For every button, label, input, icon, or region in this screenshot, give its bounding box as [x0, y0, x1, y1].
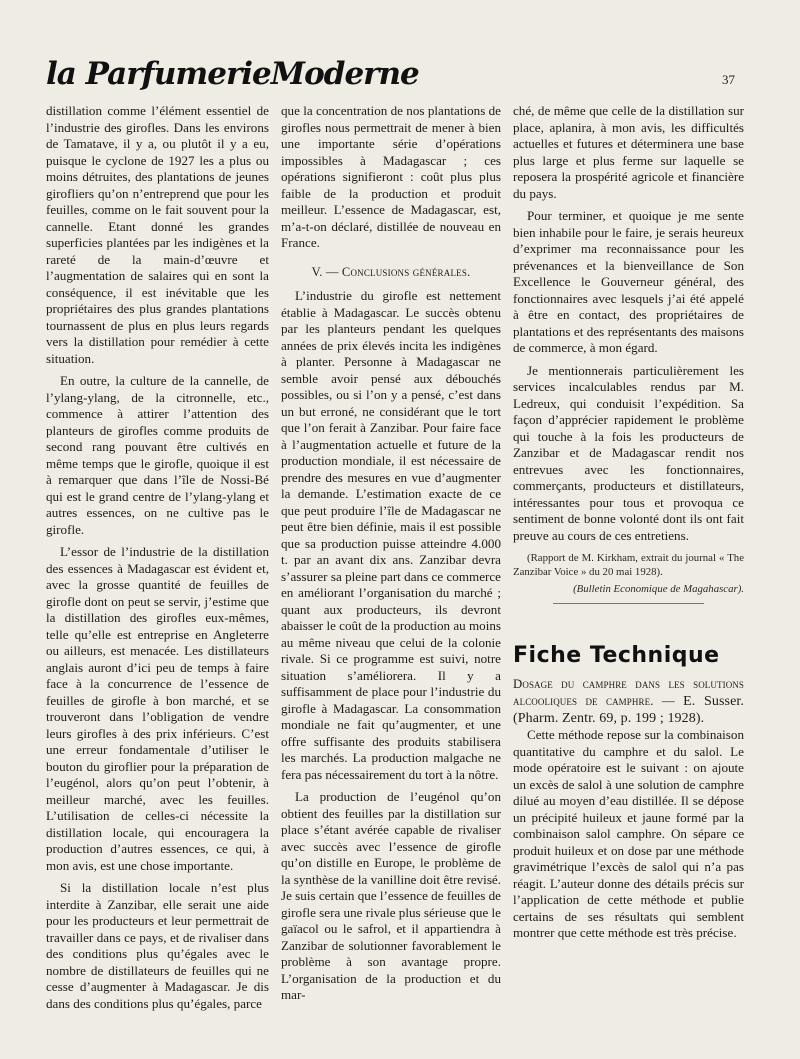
paragraph: La production de l’eugénol qu’on obtient des feuilles par la distillation sur place s’étant avérée capable de rivaliser avec succès avec l’essence de girofle qu’on distille en Europe, le problème de la synthèse de la vanilline doit être revisé. Je suis certain que l’essence de feuilles de girofle sera une rivale plus sérieuse que le gaïacol ou le safrol, et il appartiendra à Zanzibar de solutionner favorablement le problème à son avantage propre. L’organisation de la production et du mar- — [281, 789, 501, 1002]
paragraph: ché, de même que celle de la distillation sur place, aplanira, à mon avis, les difficultés actuelles et futures et déterminera une base plus large et plus ferme sur laquelle se reposera la prospérité agricole et financière du pays. — [513, 103, 744, 201]
page-number: 37 — [722, 72, 735, 87]
paragraph: En outre, la culture de la cannelle, de l’ylang-ylang, de la citronnelle, etc., commence à attirer l’attention des planteurs de girofles comme produits de second rang pouvant être cultivés en même temps que le girofle, quoique il est à remarquer que dans l’île de Nossi-Bé qui est le grand centre de l’ylang-ylang et autres essences, on ne cultive pas le girofle. — [46, 373, 269, 537]
technical-body — [513, 727, 744, 942]
paragraph: distillation comme l’élément essentiel de l’industrie des girofles. Dans les environs de Tamatave, il y a, ou plutôt il y a eu, puisque le cyclone de 1927 les a plus ou moins détruites, des plantations de jeunes girofliers qu’on n’entreprend que pour les feuilles, comme on le fait souvent pour la cannelle. Etant donné les grandes superficies plantées par les indigènes et la rareté de la main-d’œuvre et l’augmentation de salaires qui en sont la conséquence, il est inévitable que les propriétaires des plus grandes plantations tournassent de plus en plus leurs regards vers la distillation pour remédier à cette situation. — [46, 103, 269, 366]
source-citation-bulletin: (Bulletin Economique de Magahascar). — [573, 583, 744, 595]
text-column-3 — [513, 103, 744, 942]
paragraph: Je mentionnerais particulièrement les services incalculables rendus par M. Ledreux, qui conduisit l’expédition. Sa façon d’apprécier rapidement le problème qui touche à la fois les producteurs de Zanzibar et de Madagascar rendit nos entrevues avec les fonctionnaires, commerçants, producteurs et distillateurs, intéressantes pour tous et provoqua ce sentiment de bonne volonté dont ils ont fait preuve au cours de ces entretiens. — [513, 362, 744, 543]
paragraph: Cette méthode repose sur la combinaison quantitative du camphre et du salol. Le mode opératoire est le suivant : on ajoute un excès de salol à une solution de camphre dilué au moyen d’eau distillée. Il se dépose un précipité huileux et jaune formé par la combinaison salol camphre. On sépare ce produit huileux et on dose par une méthode gravimétrique l’excès de salol qui n’a pas réagit. L’auteur donne des détails précis sur l’application de cette méthode et publie certains de ses résultats qui semblent montrer que cette méthode est très précise. — [513, 727, 744, 940]
text-column-1 — [46, 103, 269, 1012]
masthead-logo: la ParfumerieModerne — [46, 56, 419, 92]
paragraph: Pour terminer, et quoique je me sente bien inhabile pour le faire, je serais heureux d’exprimer ma reconnaissance pour les prévenances et la bienveillance de Son Excellence le Gouverneur général, des fonctionnaires avec lesquels j’ai été appelé à être en contact, des propriétaires de plantations et des représentants des maisons de commerce, à mon égard. — [513, 208, 744, 355]
paragraph: L’industrie du girofle est nettement établie à Madagascar. Le succès obtenu par les planteurs pendant les quelques années de prix élevés incita les indigènes à planter. Personne à Madagascar ne semble avoir pensé aux débouchés possibles, ou si l’on y a pensé, c’est dans un but erroné, ne considérant que le tort que l’on ferait à Zanzibar. Pour faire face à l’augmentation actuelle et future de la production mondiale, il est nécessaire de prendre des mesures en vue d’augmenter la demande. L’estimation exacte de ce que peut produire l’île de Madagascar ne peut être bien définie, mais il est possible que sa production puisse atteindre 4.000 t. par an avant dix ans. Zanzibar devra s’assurer sa pleine part dans ce commerce en améliorant l’organisation du marché ; quant aux producteurs, ils devront abaisser le coût de la production au moins au même niveau que celui de la colonie rivale. Si ce programme est suivi, notre situation s’améliorera. Il y a suffisamment de place pour l’industrie du girofle à Madagascar. La consommation mondiale ne fait qu’augmenter, et une offre suffisante des produits stabilisera les marchés. La production malgache ne fera pas nécessairement du tort à la nôtre. — [281, 288, 501, 782]
technical-author-ref: E. Susser. (Pharm. Zentr. 69, p. 199 ; 1928). — [513, 694, 744, 726]
paragraph: L’essor de l’industrie de la distillation des essences à Madagascar est évident et, avec la grosse quantité de feuilles de girofle dont on peut se servir, j’estime que la distillation des girofles eux-mêmes, telle qu’elle est entreprise en Angleterre ou ailleurs, est menacée. Les distillateurs anglais auront d’ici peu de temps à faire face à la concurrence de l’essence de feuilles de girofle à bon marché, et se trouveront dans l’obligation de vendre leurs girofles à des prix inférieurs. C’est une erreur fondamentale d’utiliser le bouton du giroflier pour la préparation de l’eugénol, alors qu’on peut l’obtenir, à meilleur marché, avec les feuilles. L’utilisation de celles-ci nécessite la distillation locale, qui encouragera la production d’autres essences, ce qui, à mon avis, est une chose importante. — [46, 544, 269, 873]
divider — [553, 603, 704, 604]
technical-article-title — [513, 676, 744, 727]
source-citation: (Rapport de M. Kirkham, extrait du journal « The Zanzibar Voice » du 20 mai 1928). — [513, 552, 744, 578]
technical-title-text: Dosage du camphre dans les solutions alcooliques de camphre. — — [513, 677, 744, 708]
paragraph: Si la distillation locale n’est plus interdite à Zanzibar, elle serait une aide pour les producteurs et leur permettrait de travailler dans ce pays, et de rivaliser dans des conditions plus qu’égales avec le nombre de distillateurs de feuilles qui ne cesse d’augmenter à Madagascar. Je dis dans des conditions plus qu’égales, parce — [46, 880, 269, 1011]
paragraph: que la concentration de nos plantations de girofles nous permettrait de mener à bien une importante série d’opérations impossibles à Madagascar ; ces opérations signifieront : coût plus plus faible de la production et produit meilleur. L’essence de Madagascar, est, m’a-t-on déclaré, distillée de nouveau en France. — [281, 103, 501, 250]
section-heading: V. — Conclusions générales. — [311, 264, 471, 279]
fiche-technique-heading: Fiche Technique — [513, 642, 720, 668]
text-column-2 — [281, 103, 501, 1004]
